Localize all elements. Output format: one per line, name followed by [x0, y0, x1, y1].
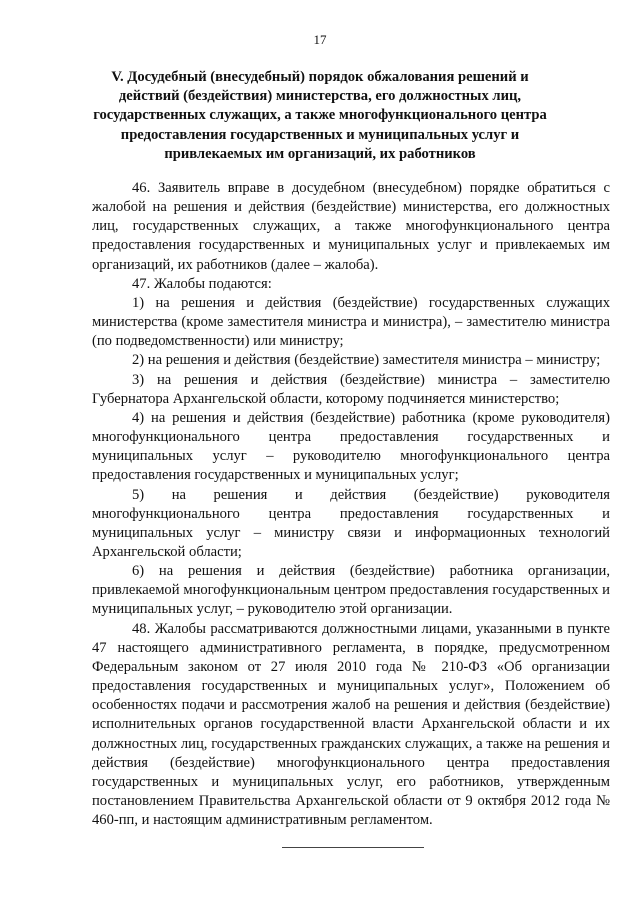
list-item-6: 6) на решения и действия (бездействие) работника организации, привлекаемой многофункциональным центром предоставления государственных и муниципальных услуг, – руководителю этой организации.: [92, 563, 610, 618]
list-item-2: 2) на решения и действия (бездействие) заместителя министра – министру;: [132, 352, 601, 369]
list-item-3: 3) на решения и действия (бездействие) министра – заместителю Губернатора Архангельской области, которому подчиняется министерство;: [92, 371, 610, 407]
list-item-4: 4) на решения и действия (бездействие) работника (кроме руководителя) многофункционального центра предоставления государственных и муниципальных услуг – руководителю многофункционального центра предоставления государственных и муниципальных услуг;: [92, 409, 610, 484]
list-item-1: 1) на решения и действия (бездействие) государственных служащих министерства (кроме заместителя министра и министра), – заместителю министра (по подведомственности) или министру;: [92, 294, 610, 350]
footer-divider: [282, 847, 424, 848]
paragraph-46: 46. Заявитель вправе в досудебном (внесудебном) порядке обратиться с жалобой на решения и действия (бездействие) министерства, его должностных лиц, государственных служащих, а также многофункционального центра предоставления государственных и муниципальных услуг и привлекаемых им организаций, их работников (далее – жалоба).: [92, 180, 610, 273]
section-heading: V. Досудебный (внесудебный) порядок обжалования решений и действий (бездействия) министерства, его должностных лиц, государственных служащих, а также многофункционального центра предоставления государственных и муниципальных услуг и привлекаемых им организаций, их работников: [93, 69, 547, 162]
paragraph-48: 48. Жалобы рассматриваются должностными лицами, указанными в пункте 47 настоящего административного регламента, в порядке, предусмотренном Федеральным законом от 27 июля 2010 года № 210-ФЗ «Об организации предоставления государственных и муниципальных услуг», Положением об особенностях подачи и рассмотрения жалоб на решения и действия (бездействие) исполнительных органов государственной власти Архангельской области и их должностных лиц, государственных гражданских служащих, а также на решения и действия (бездействие) многофункционального центра предоставления государственных и муниципальных услуг, его работников, утвержденным постановлением Правительства Архангельской области от 9 октября 2012 года № 460-пп, и настоящим административным регламентом.: [92, 620, 610, 829]
page-number: 17: [313, 32, 327, 47]
paragraph-47: 47. Жалобы подаются:: [132, 275, 272, 292]
document-body: [92, 179, 610, 830]
list-item-5: 5) на решения и действия (бездействие) руководителя многофункционального центра предоставления государственных и муниципальных услуг – министру связи и информационных технологий Архангельской области;: [92, 486, 610, 560]
